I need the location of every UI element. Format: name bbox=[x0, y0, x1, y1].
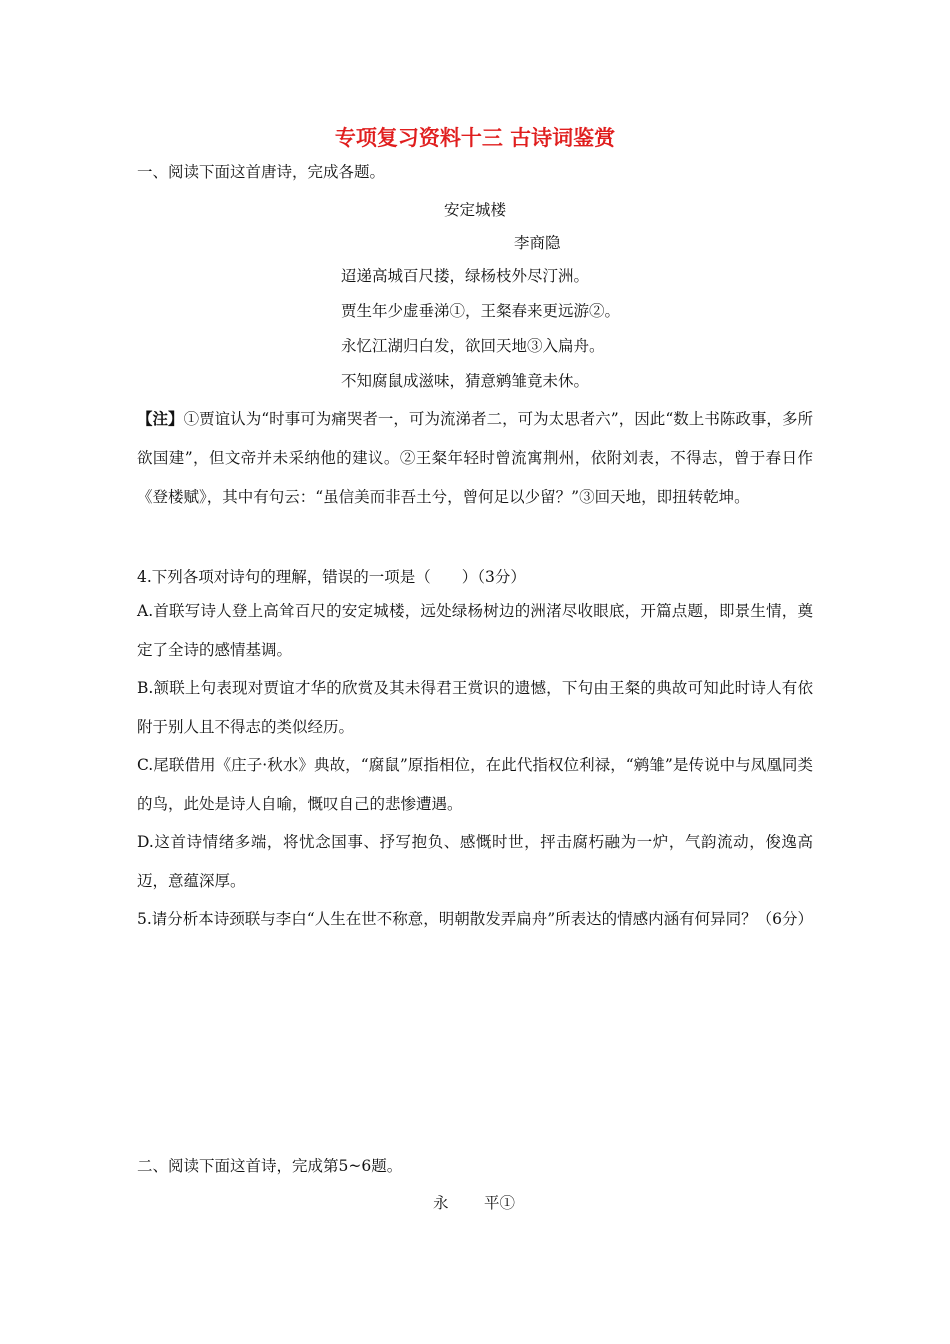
poem-note bbox=[137, 399, 813, 517]
poem2-title-part2: 平① bbox=[484, 1194, 516, 1212]
poem2-title-part1: 永 bbox=[433, 1194, 449, 1212]
poem-line: 永忆江湖归白发，欲回天地③入扁舟。 bbox=[341, 337, 605, 355]
poem-author: 李商隐 bbox=[514, 234, 561, 252]
question-4: 4.下列各项对诗句的理解，错误的一项是（ ）（3分） bbox=[137, 568, 526, 586]
section1-instruction: 一、阅读下面这首唐诗，完成各题。 bbox=[137, 163, 386, 181]
note-tag: 【注】 bbox=[137, 409, 184, 428]
option-a: A.首联写诗人登上高耸百尺的安定城楼，远处绿杨树边的洲渚尽收眼底，开篇点题，即景生情，奠定了全诗的感情基调。 bbox=[137, 602, 813, 659]
option-b: B.颔联上句表现对贾谊才华的欣赏及其未得君王赏识的遗憾，下句由王粲的典故可知此时诗人有依附于别人且不得志的类似经历。 bbox=[137, 679, 813, 736]
poem-title: 安定城楼 bbox=[444, 201, 507, 219]
poem-line: 不知腐鼠成滋味，猜意鹓雏竟未休。 bbox=[341, 372, 590, 390]
poem-line: 贾生年少虚垂涕①，王粲春来更远游②。 bbox=[341, 302, 621, 320]
question-5: 5.请分析本诗颈联与李白“人生在世不称意，明朝散发弄扁舟”所表达的情感内涵有何异同？（6分） bbox=[137, 910, 814, 928]
section2-instruction: 二、阅读下面这首诗，完成第5~6题。 bbox=[137, 1157, 403, 1175]
poem-line: 迢递高城百尺搂，绿杨枝外尽汀洲。 bbox=[341, 267, 590, 285]
option-d: D.这首诗情绪多端，将忧念国事、抒写抱负、感慨时世，抨击腐朽融为一炉，气韵流动，俊逸高迈，意蕴深厚。 bbox=[137, 833, 813, 890]
option-c: C.尾联借用《庄子·秋水》典故，“腐鼠”原指相位，在此代指权位利禄，“鹓雏”是传说中与凤凰同类的鸟，此处是诗人自喻，慨叹自己的悲惨遭遇。 bbox=[137, 756, 813, 813]
page-title: 专项复习资料十三 古诗词鉴赏 bbox=[334, 126, 616, 150]
note-text: ①贾谊认为“时事可为痛哭者一，可为流涕者二，可为太思者六”，因此“数上书陈政事，多所欲国建”，但文帝并未采纳他的建议。②王粲年轻时曾流寓荆州，依附刘表，不得志，曾于春日作《登楼赋》，其中有句云：“虽信美而非吾土兮，曾何足以少留？”③回天地，即扭转乾坤。 bbox=[137, 410, 813, 506]
